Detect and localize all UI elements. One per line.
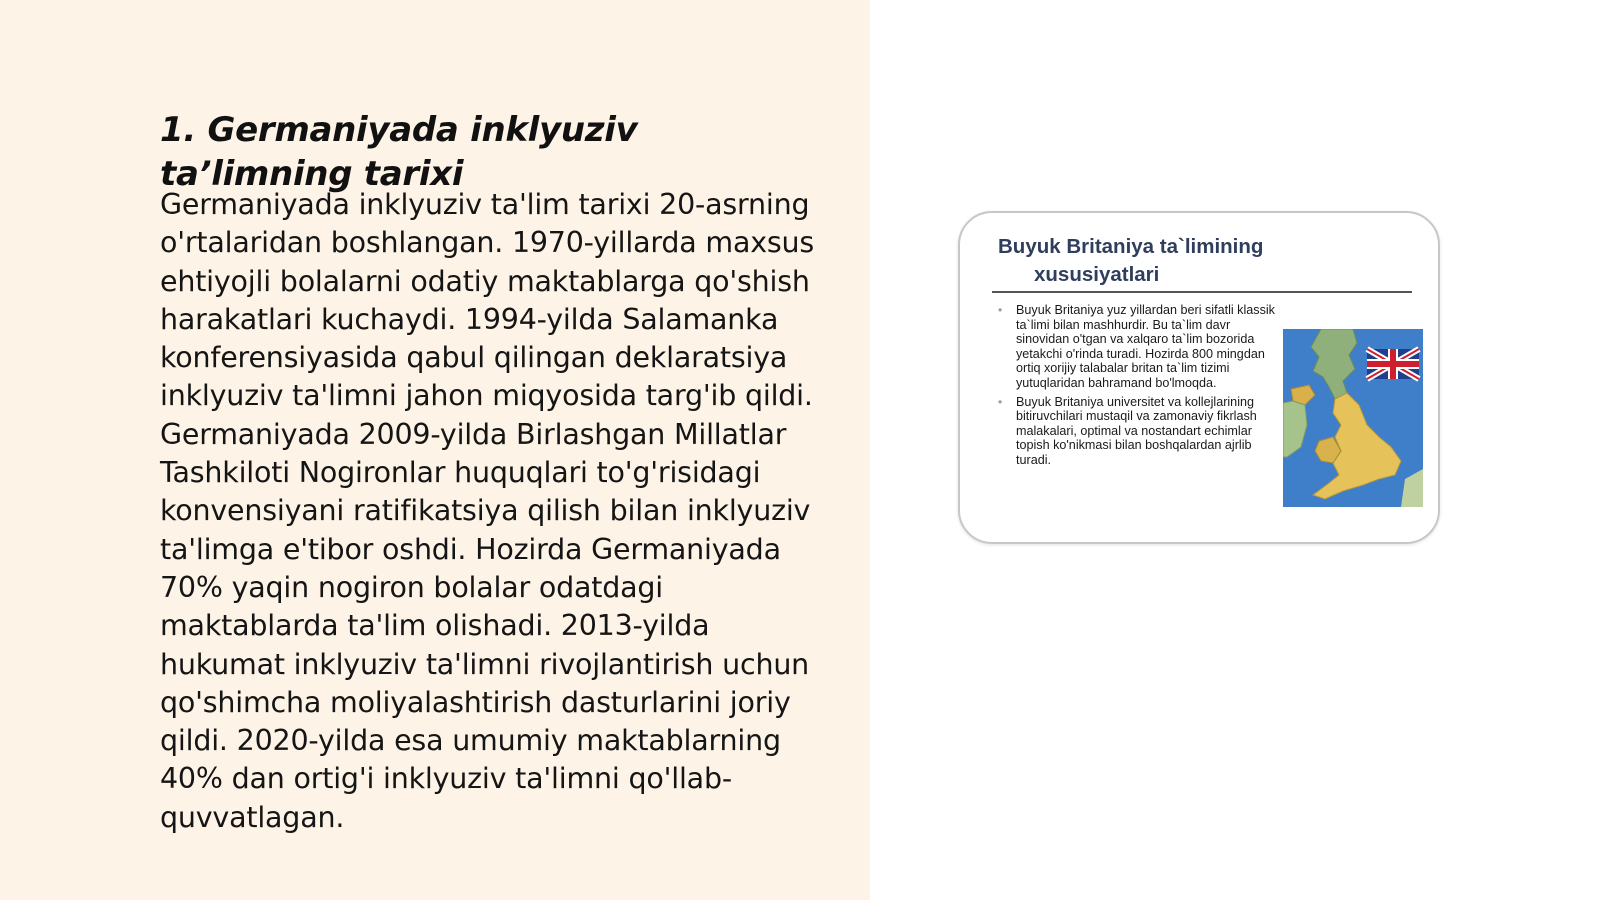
slide-body-text: Germaniyada inklyuziv ta'lim tarixi 20-asrning o'rtalaridan boshlangan. 1970-yillarda maxsus ehtiyojli bolalarni odatiy maktablarga qo'shish harakatlari kuchaydi. 1994-yilda Salamanka konferensiyasida qabul qilingan deklaratsiya inklyuziv ta'limni jahon miqyosida targ'ib qildi. Germaniyada 2009-yilda Birlashgan Millatlar Tashkiloti Nogironlar huquqlari to'g'risidagi konvensiyani ratifikatsiya qilish bilan inklyuziv ta'limga e'tibor oshdi. Hozirda Germaniyada 70% yaqin nogiron bolalar odatdagi maktablarda ta'lim olishadi. 2013-yilda hukumat inklyuziv ta'limni rivojlantirish uchun qo'shimcha moliyalashtirish dasturlarini joriy qildi. 2020-yilda esa umumiy maktablarning 40% dan ortig'i inklyuziv ta'limni qo'llab-quvvatlagan.: [160, 188, 815, 834]
card-bullet-text: Buyuk Britaniya universitet va kollejlarining bitiruvchilari mustaqil va zamonaviy fikrlash malakalari, optimal va nostandart echimlar topish ko'nikmasi bilan boshqalardan ajrlib turadi.: [1016, 394, 1257, 467]
card-title: [998, 233, 1378, 289]
embedded-slide-image: [958, 211, 1440, 544]
bullet-icon: •: [998, 394, 1003, 409]
uk-map-icon: [1283, 329, 1423, 507]
card-bullet-item: [996, 395, 1278, 468]
card-bullet-text: Buyuk Britaniya yuz yillardan beri sifatli klassik ta`limi bilan mashhurdir. Bu ta`lim davr sinovidan o'tgan va xalqaro ta`lim bozorida yetakchi o'rinda turadi. Hozirda 800 mingdan ortiq xorijiy talabalar britan ta`lim tizimi yutuqlaridan bahramand bo'lmoqda.: [1016, 303, 1275, 390]
card-title-line-1: Buyuk Britaniya ta`limining: [998, 235, 1264, 258]
union-jack-flag-icon: [1367, 349, 1419, 379]
card-bullet-list: [996, 303, 1278, 472]
card-title-divider: [992, 291, 1412, 293]
card-title-line-2: xususiyatlari: [1034, 263, 1160, 286]
bullet-icon: •: [998, 303, 1003, 317]
card-bullet-item: [996, 303, 1278, 391]
slide-title: 1. Germaniyada inklyuziv ta’limning tarixi: [160, 110, 638, 194]
